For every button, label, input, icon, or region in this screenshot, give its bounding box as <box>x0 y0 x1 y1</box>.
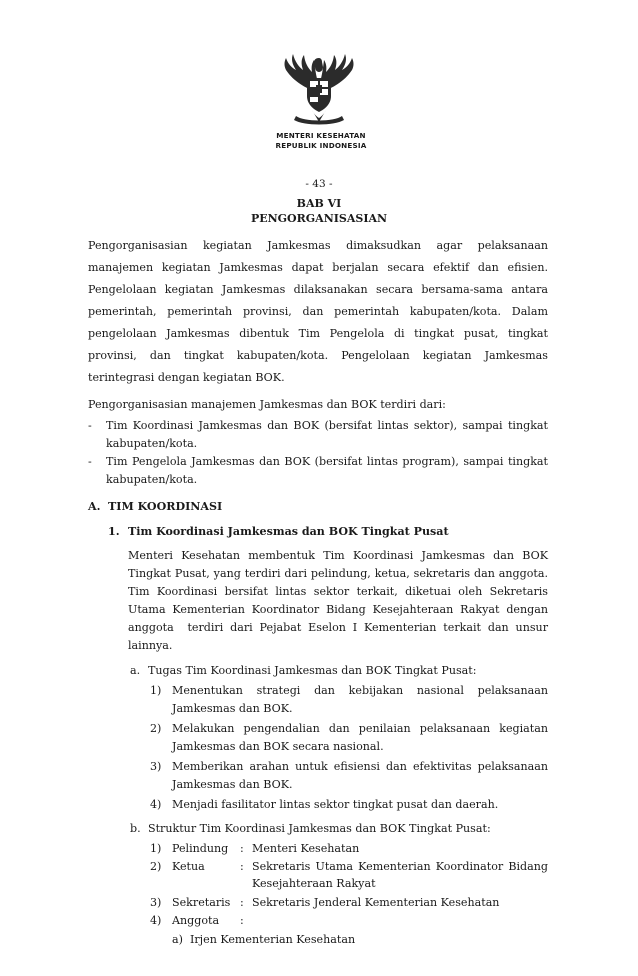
chapter-title: PENGORGANISASIAN <box>250 212 388 225</box>
structure-value: Sekretaris Jenderal Kementerian Kesehatan <box>252 896 500 909</box>
structure-role: Pelindung <box>172 842 229 855</box>
intro-line: Pengelolaan kegiatan Jamkesmas dilaksanakan secara bersama-sama antara <box>88 283 548 296</box>
structure-colon: : <box>240 914 244 927</box>
structure-value: Kesejahteraan Rakyat <box>252 877 376 890</box>
task-line: Memberikan arahan untuk efisiensi dan efektivitas pelaksanaan <box>172 760 548 773</box>
subsection-title: Tim Koordinasi Jamkesmas dan BOK Tingkat Pusat <box>128 525 449 538</box>
structure-number: 1) <box>150 842 162 855</box>
structure-colon: : <box>240 896 244 909</box>
task-line: Jamkesmas dan BOK secara nasional. <box>172 740 384 753</box>
ministry-line-2: REPUBLIK INDONESIA <box>275 141 367 150</box>
chapter-number: BAB VI <box>296 197 342 210</box>
sub1-para-line: lainnya. <box>128 639 173 652</box>
intro-line: Pengorganisasian kegiatan Jamkesmas dimaksudkan agar pelaksanaan <box>88 239 548 252</box>
intro-line: manajemen kegiatan Jamkesmas dapat berjalan secara efektif dan efisien. <box>88 261 548 274</box>
ministry-line-1: MENTERI KESEHATAN <box>276 131 366 140</box>
sub1-para-line: anggota terdiri dari Pejabat Eselon I Kementerian terkait dan unsur <box>128 621 548 634</box>
structure-number: 4) <box>150 914 162 927</box>
bullet-line: kabupaten/kota. <box>106 437 198 450</box>
subsection-number: 1. <box>108 525 120 538</box>
bullet-line: kabupaten/kota. <box>106 473 198 486</box>
bullet-dash: - <box>88 455 92 468</box>
member-text: Irjen Kementerian Kesehatan <box>190 933 356 946</box>
garuda-emblem-icon <box>272 52 366 128</box>
structure-role: Sekretaris <box>172 896 231 909</box>
sub1-para-line: Utama Kementerian Koordinator Bidang Kesejahteraan Rakyat dengan <box>128 603 548 616</box>
ministry-name <box>266 131 376 151</box>
structure-value: Sekretaris Utama Kementerian Koordinator Bidang <box>252 860 548 873</box>
sub1-para-line: Menteri Kesehatan membentuk Tim Koordinasi Jamkesmas dan BOK <box>128 549 548 562</box>
sub1-para-line: Tim Koordinasi bersifat lintas sektor terkait, diketuai oleh Sekretaris <box>128 585 548 598</box>
structure-colon: : <box>240 860 244 873</box>
bullet-line: Tim Koordinasi Jamkesmas dan BOK (bersifat lintas sektor), sampai tingkat <box>106 419 548 432</box>
task-number: 2) <box>150 722 162 735</box>
item-a-title: Tugas Tim Koordinasi Jamkesmas dan BOK Tingkat Pusat: <box>148 664 477 677</box>
intro-p2: Pengorganisasian manajemen Jamkesmas dan BOK terdiri dari: <box>88 398 446 411</box>
section-title: TIM KOORDINASI <box>108 500 223 513</box>
intro-line: pengelolaan Jamkesmas dibentuk Tim Pengelola di tingkat pusat, tingkat <box>88 327 548 340</box>
structure-value: Menteri Kesehatan <box>252 842 360 855</box>
structure-colon: : <box>240 842 244 855</box>
task-line: Menentukan strategi dan kebijakan nasional pelaksanaan <box>172 684 548 697</box>
intro-line: pemerintah, pemerintah provinsi, dan pemerintah kabupaten/kota. Dalam <box>88 305 548 318</box>
item-b-title: Struktur Tim Koordinasi Jamkesmas dan BOK Tingkat Pusat: <box>148 822 491 835</box>
intro-line: terintegrasi dengan kegiatan BOK. <box>88 371 285 384</box>
task-line: Jamkesmas dan BOK. <box>172 778 293 791</box>
structure-number: 2) <box>150 860 162 873</box>
bullet-dash: - <box>88 419 92 432</box>
page-number: - 43 - <box>305 178 333 190</box>
task-line: Menjadi fasilitator lintas sektor tingkat pusat dan daerah. <box>172 798 499 811</box>
structure-role: Anggota <box>172 914 220 927</box>
item-a-letter: a. <box>130 664 141 677</box>
task-line: Melakukan pengendalian dan penilaian pelaksanaan kegiatan <box>172 722 548 735</box>
item-b-letter: b. <box>130 822 141 835</box>
sub1-para-line: Tingkat Pusat, yang terdiri dari pelindung, ketua, sekretaris dan anggota. <box>128 567 548 580</box>
task-number: 1) <box>150 684 162 697</box>
bullet-line: Tim Pengelola Jamkesmas dan BOK (bersifat lintas program), sampai tingkat <box>106 455 548 468</box>
structure-role: Ketua <box>172 860 205 873</box>
task-number: 4) <box>150 798 162 811</box>
member-letter: a) <box>172 933 183 946</box>
task-line: Jamkesmas dan BOK. <box>172 702 293 715</box>
structure-number: 3) <box>150 896 162 909</box>
intro-line: provinsi, dan tingkat kabupaten/kota. Pengelolaan kegiatan Jamkesmas <box>88 349 548 362</box>
section-letter: A. <box>88 500 101 513</box>
task-number: 3) <box>150 760 162 773</box>
